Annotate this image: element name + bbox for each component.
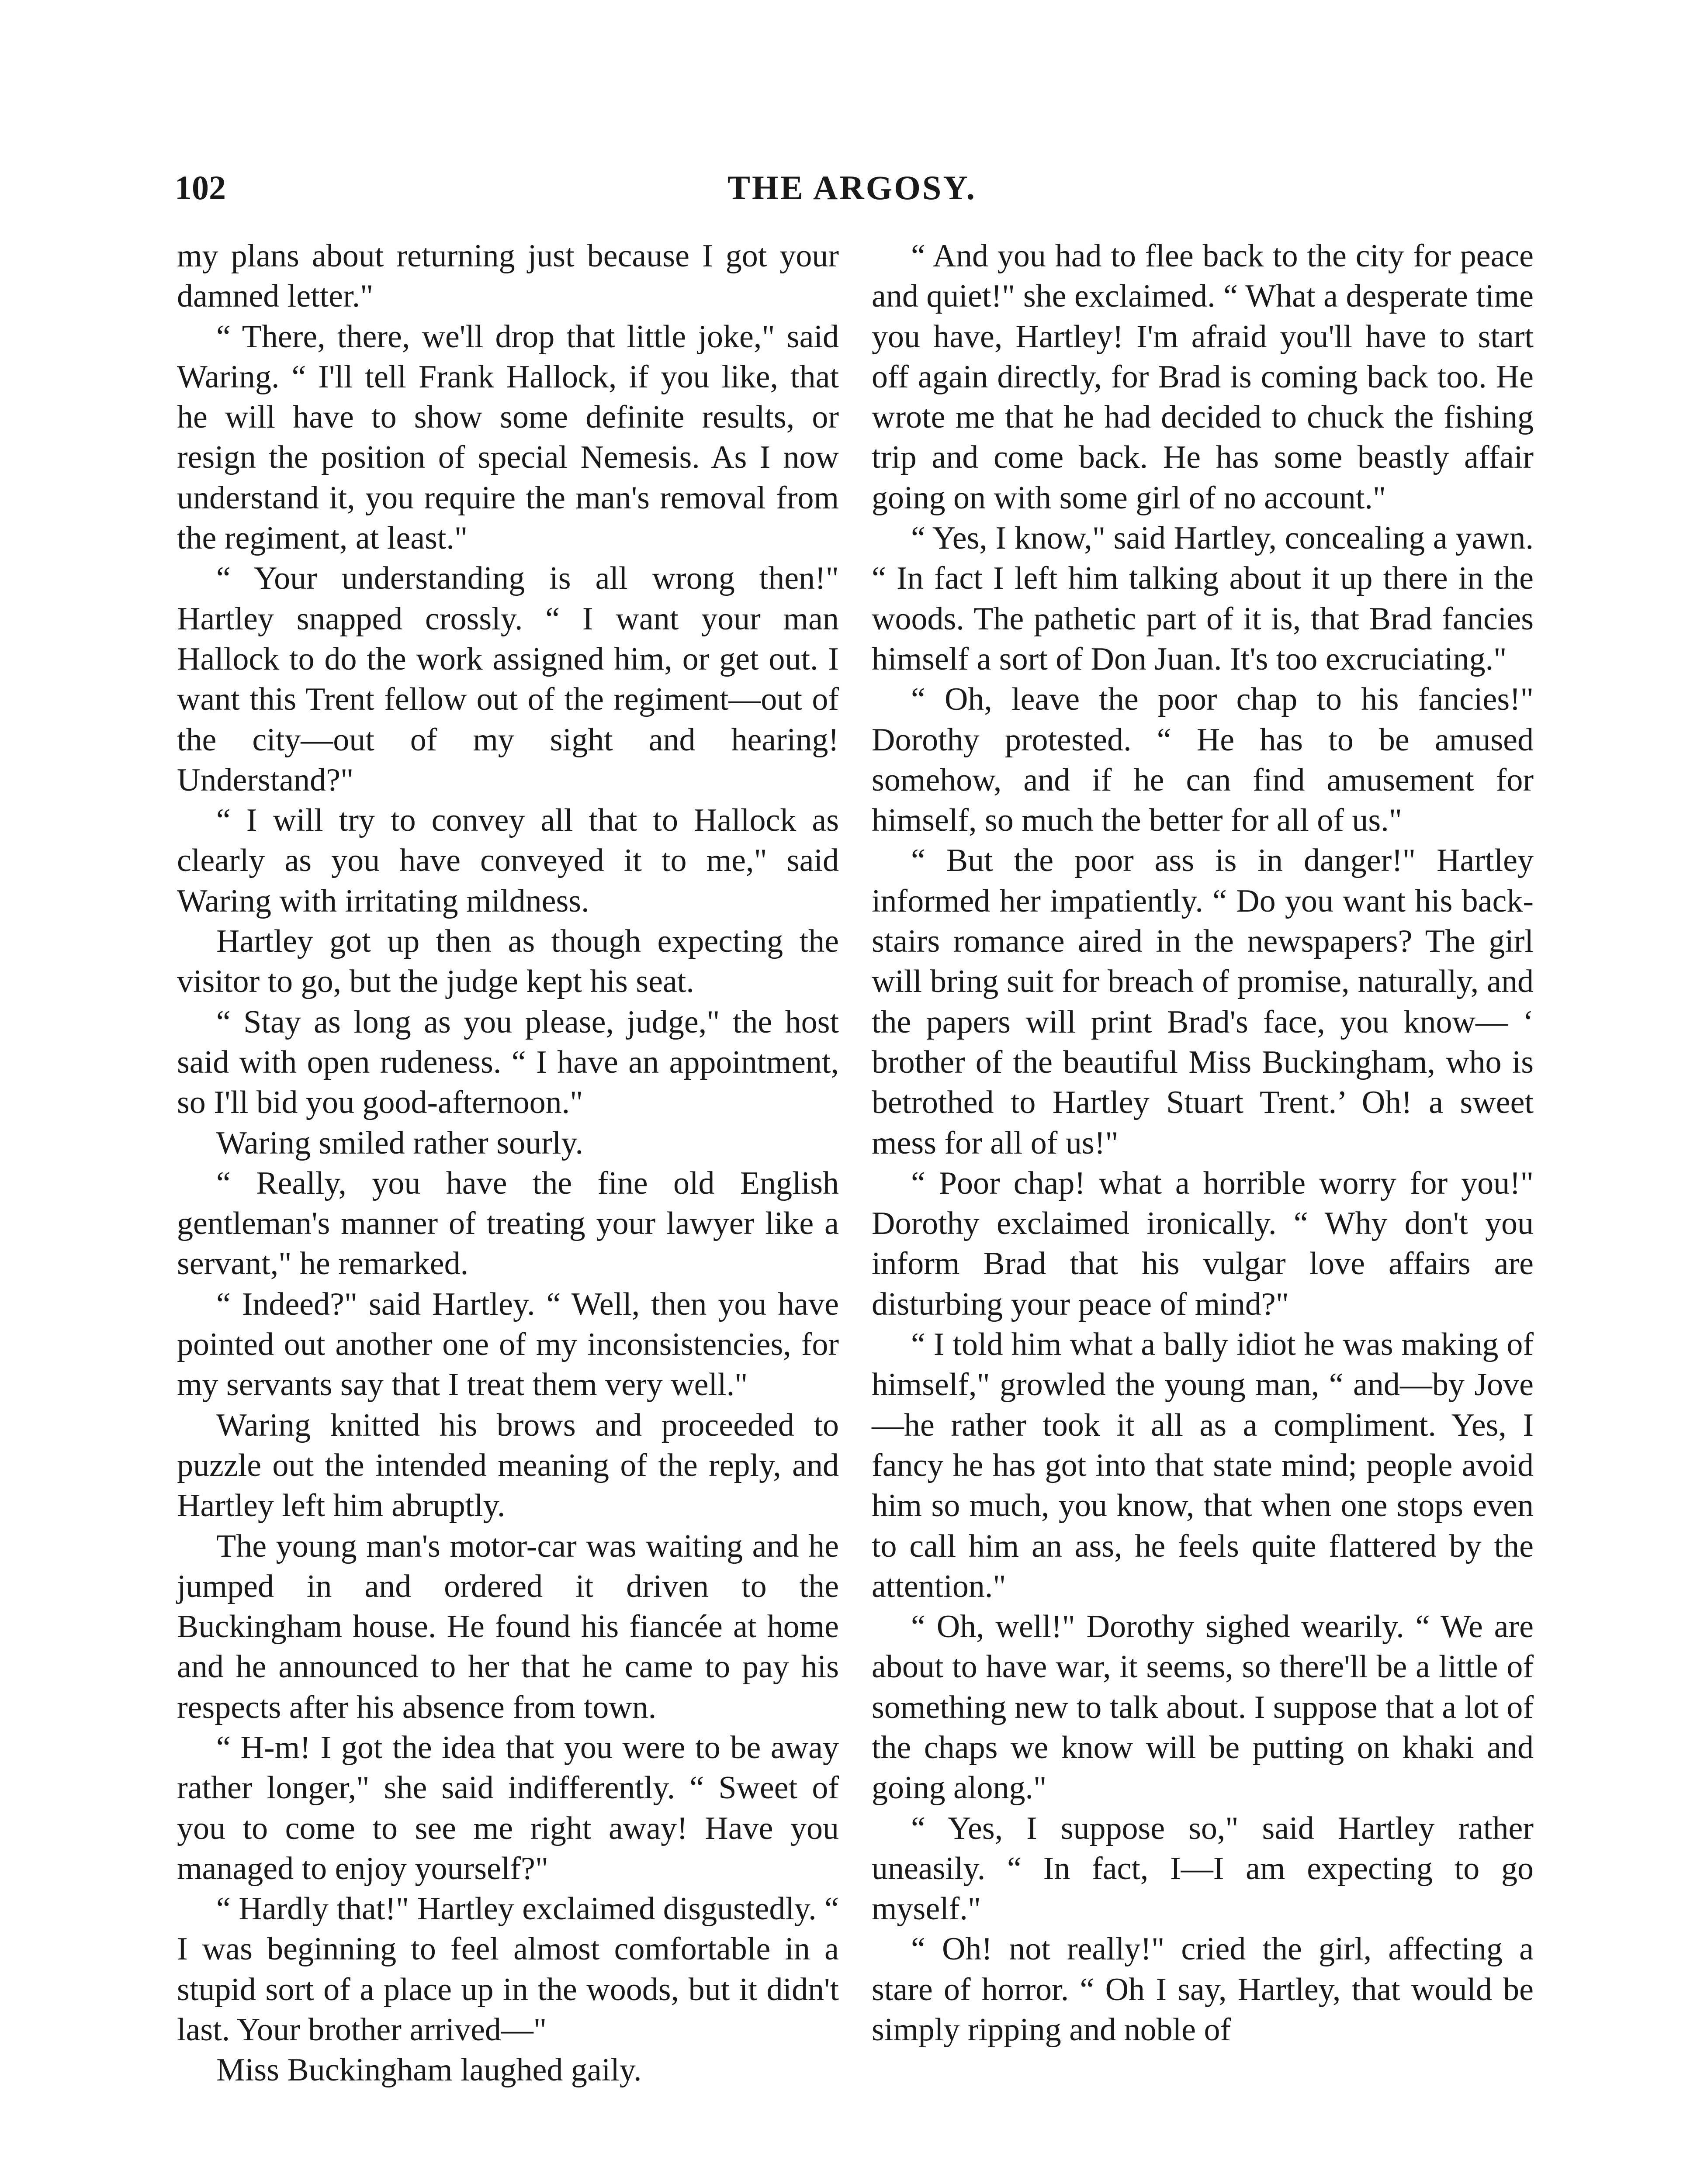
paragraph: Miss Buckingham laughed gaily.	[216, 2052, 642, 2088]
paragraph: “ Hardly that!" Hartley exclaimed disgustedly. “ I was beginning to feel almost comfortable in a stupid sort of a place up in the woods, but it didn't last. Your brother arrived—"	[177, 1891, 839, 2048]
paragraph: “ But the poor ass is in danger!" Hartley informed her impatiently. “ Do you want his back-stairs romance aired in the newspapers? The girl will bring suit for breach of promise, naturally, and the papers will print Brad's face, you know— ‘ brother of the beautiful Miss Buckingham, who is betrothed to Hartley Stuart Trent.’ Oh! a sweet mess for all of us!"	[872, 843, 1534, 1161]
paragraph: “ I will try to convey all that to Hallock as clearly as you have conveyed it to me," said Waring with irritating mildness.	[177, 802, 839, 919]
paragraph: “ There, there, we'll drop that little joke," said Waring. “ I'll tell Frank Hallock, if you like, that he will have to show some definite results, or resign the position of special Nemesis. As I now understand it, you require the man's removal from the regiment, at least."	[177, 318, 839, 556]
page-number: 102	[175, 169, 226, 207]
paragraph: “ Oh! not really!" cried the girl, affecting a stare of horror. “ Oh I say, Hartley, that would be simply ripping and noble of	[872, 1931, 1534, 2048]
paragraph: The young man's motor-car was waiting and he jumped in and ordered it driven to the Buckingham house. He found his fiancée at home and he announced to her that he came to pay his respects after his absence from town.	[177, 1528, 839, 1725]
paragraph: Waring smiled rather sourly.	[216, 1125, 584, 1161]
paragraph: Hartley got up then as though expecting the visitor to go, but the judge kept his seat.	[177, 923, 839, 1000]
paragraph: “ Oh, well!" Dorothy sighed wearily. “ We are about to have war, it seems, so there'll be a little of something new to talk about. I suppose that a lot of the chaps we know will be putting on khaki and going along."	[872, 1609, 1534, 1806]
paragraph: “ Really, you have the fine old English gentleman's manner of treating your lawyer like a servant," he remarked.	[177, 1165, 839, 1282]
paragraph: “ Oh, leave the poor chap to his fancies!" Dorothy protested. “ He has to be amused somehow, and if he can find amusement for himself, so much the better for all of us."	[872, 681, 1534, 839]
paragraph: Waring knitted his brows and proceeded to puzzle out the intended meaning of the reply, and Hartley left him abruptly.	[177, 1407, 839, 1524]
paragraph: “ Yes, I suppose so," said Hartley rather uneasily. “ In fact, I—I am expecting to go myself."	[872, 1810, 1534, 1927]
left-column	[177, 236, 839, 2091]
paragraph: “ Poor chap! what a horrible worry for you!" Dorothy exclaimed ironically. “ Why don't you inform Brad that his vulgar love affairs are disturbing your peace of mind?"	[872, 1165, 1534, 1322]
paragraph: “ Yes, I know," said Hartley, concealing a yawn. “ In fact I left him talking about it up there in the woods. The pathetic part of it is, that Brad fancies himself a sort of Don Juan. It's too excruciating."	[872, 520, 1534, 677]
right-column	[872, 236, 1534, 2050]
running-title: THE ARGOSY.	[727, 169, 977, 207]
paragraph: “ H-m! I got the idea that you were to be away rather longer," she said indifferently. “ Sweet of you to come to see me right away! Have you managed to enjoy yourself?"	[177, 1729, 839, 1887]
paragraph: “ Stay as long as you please, judge," the host said with open rudeness. “ I have an appointment, so I'll bid you good-afternoon."	[177, 1004, 839, 1121]
page-header	[175, 162, 1529, 223]
paragraph: “ Indeed?" said Hartley. “ Well, then you have pointed out another one of my inconsistencies, for my servants say that I treat them very well."	[177, 1286, 839, 1403]
paragraph: my plans about returning just because I got your damned letter."	[177, 238, 839, 314]
paragraph: “ Your understanding is all wrong then!" Hartley snapped crossly. “ I want your man Hallock to do the work assigned him, or get out. I want this Trent fellow out of the regiment—out of the city—out of my sight and hearing! Understand?"	[177, 560, 839, 798]
paragraph: “ I told him what a bally idiot he was making of himself," growled the young man, “ and—by Jove—he rather took it all as a compliment. Yes, I fancy he has got into that state mind; people avoid him so much, you know, that when one stops even to call him an ass, he feels quite flattered by the attention."	[872, 1327, 1534, 1604]
paragraph: “ And you had to flee back to the city for peace and quiet!" she exclaimed. “ What a desperate time you have, Hartley! I'm afraid you'll have to start off again directly, for Brad is coming back too. He wrote me that he had decided to chuck the fishing trip and come back. He has some beastly affair going on with some girl of no account."	[872, 238, 1534, 516]
